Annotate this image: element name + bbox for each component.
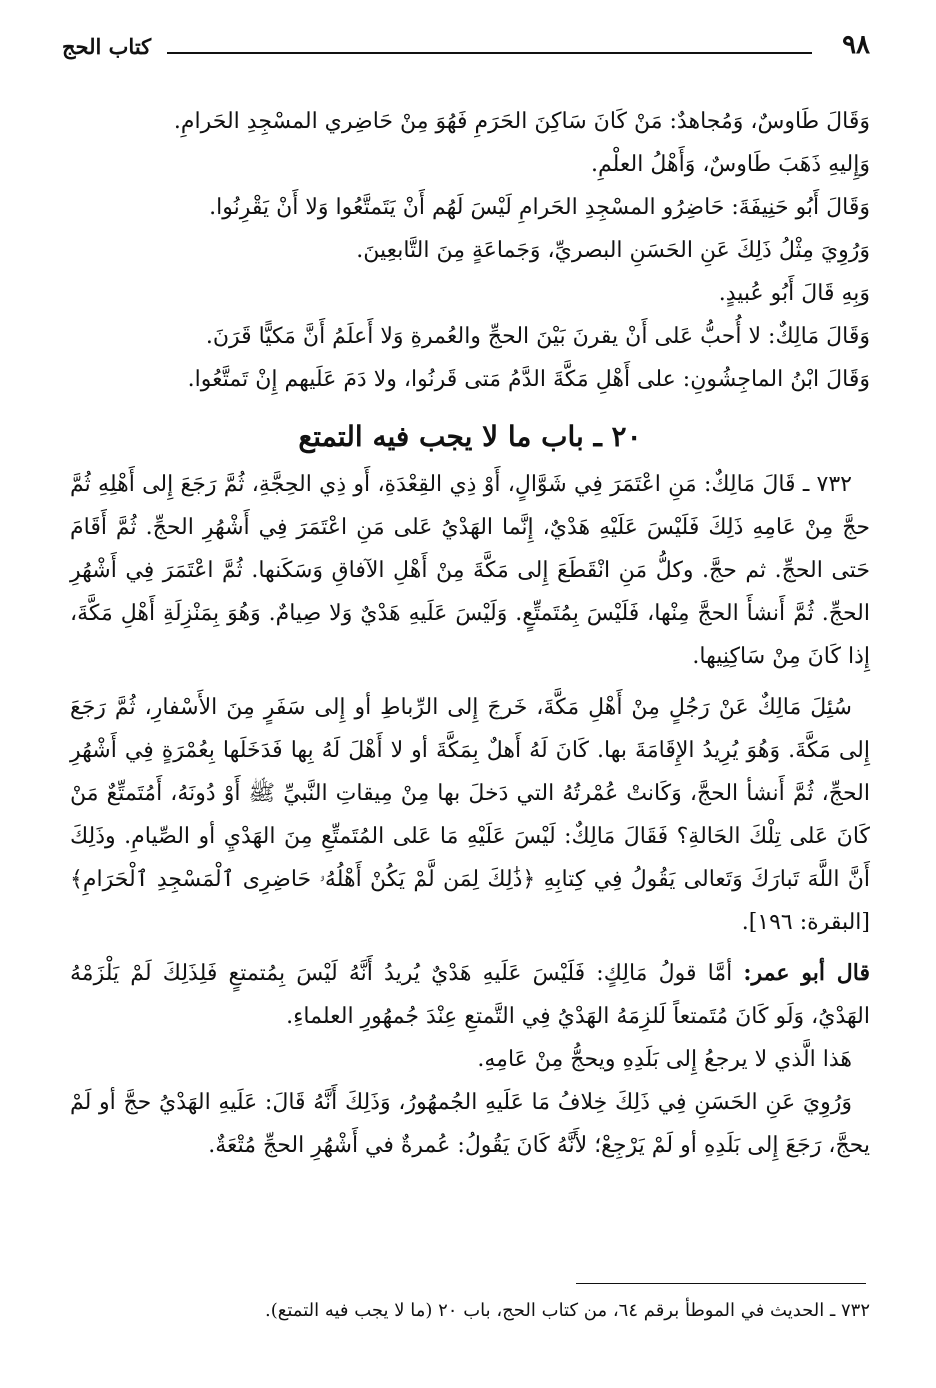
paragraph-hasan-khilaf: وَرُوِيَ عَنِ الحَسَنِ فِي ذَلِكَ خِلافُ مَا عَلَيهِ الجُمهُورُ، وَذَلِكَ أَنَّهُ قَالَ: عَلَيهِ الهَدْيُ حجَّ أو لَمْ يحجَّ، رَجَعَ إِلى بَلَدِهِ أو لَمْ يَرْجِعْ؛ لأَنَّهُ كَانَ يَقُولُ: عُمرةٌ في أَشْهُرِ الحجِّ مُتْعَةٌ. (70, 1090, 870, 1158)
footnote-rule (576, 1283, 866, 1284)
paragraph-hasan-basri: وَرُوِيَ مِثْلُ ذَلِكَ عَنِ الحَسَنِ البصريِّ، وَجَماعَةٍ مِنَ التَّابعِينَ. (356, 238, 870, 263)
hadith-732-paragraph: ٧٣٢ ـ قَالَ مَالِكٌ: مَنِ اعْتَمَرَ فِي شَوَّالٍ، أَوْ ذِي القِعْدَةِ، أَو ذِي الحِجَّةِ، ثُمَّ رَجَعَ إِلى أَهْلِهِ ثُمَّ حجَّ مِنْ عَامِهِ ذَلِكَ فَلَيْسَ عَلَيْهِ هَدْيٌ، إِنَّما الهَدْيُ عَلى مَنِ اعْتَمَرَ فِي أَشْهُرِ الحجِّ. ثُمَّ أَقَامَ حَتى الحجِّ. ثم حجَّ. وكلُّ مَنِ انْقَطَعَ إِلى مَكَّةَ مِنْ أَهْلِ الآفاقِ وَسَكَنها. ثُمَّ اعْتَمَرَ فِي أَشْهُرِ الحجِّ. ثُمَّ أَنشأَ الحجَّ مِنْها، فَلَيْسَ بِمُتَمتِّعٍ. وَلَيْسَ عَلَيهِ هَدْيٌ وَلا صِيامٌ. وَهُوَ بِمَنْزِلَةِ أَهْلِ مَكَّةَ، إِذا كَانَ مِنْ سَاكِنِيها. (70, 472, 870, 669)
book-title: كتاب الحج (62, 34, 152, 59)
abu-umar-lead: قال أبو عمر: (743, 960, 870, 986)
paragraph-abu-ubayd: وَبِهِ قَالَ أَبُو عُبيدٍ. (718, 281, 870, 306)
page-header (62, 30, 870, 66)
paragraph-abu-hanifa: وَقَالَ أَبُو حَنِيفَةَ: حَاضِرُو المسْجِدِ الحَرامِ لَيْسَ لَهُم أَنْ يَتَمتَّعُوا وَلا أَنْ يَقْرِنُوا. (209, 195, 870, 220)
paragraph-gap (70, 678, 870, 686)
page-number: ٩٨ (842, 30, 870, 60)
footnote: ٧٣٢ ـ الحديث في الموطأ برقم ٦٤، من كتاب الحج، باب ٢٠ (ما لا يجب فيه التمتع). (265, 1300, 870, 1321)
paragraph-ilayhi: وَإِليهِ ذَهَبَ طَاوسٌ، وَأَهْلُ العلْمِ. (591, 152, 870, 177)
header-rule (167, 52, 812, 54)
abu-umar-paragraph (70, 952, 870, 1038)
paragraph-tawus: وَقَالَ طَاوسٌ، وَمُجاهدٌ: مَنْ كَانَ سَاكِنَ الحَرَمِ فَهُوَ مِنْ حَاضِري المسْجِدِ الحَرامِ. (173, 109, 870, 134)
paragraph-gap (70, 944, 870, 952)
section-heading: ٢٠ ـ باب ما لا يجب فيه التمتع (298, 420, 642, 453)
malik-question-paragraph: سُئِلَ مَالِكٌ عَنْ رَجُلٍ مِنْ أَهْلِ مَكَّةَ، خَرجَ إِلى الرِّباطِ أو إِلى سَفَرٍ مِنَ الأَسْفارِ، ثُمَّ رَجَعَ إِلى مَكَّةَ. وَهُوَ يُرِيدُ الإِقَامَةَ بها. كَانَ لَهُ أَهلٌ بِمَكَّةَ أو لا أَهْلَ لَهُ بِها فَدَخَلَها بِعُمْرَةٍ فِي أَشْهُرِ الحجِّ، ثُمَّ أَنشأ الحجَّ، وَكَانتْ عُمْرتُهُ التي دَخلَ بها مِنْ مِيقاتِ النَّبيِّ ﷺ أَوْ دُونَهُ، أَمُتَمتِّعٌ مَنْ كَانَ عَلى تِلْكَ الحَالةِ؟ فَقَالَ مَالِكٌ: لَيْسَ عَلَيْهِ مَا عَلى المُتَمتِّعِ مِنَ الهَدْيِ أو الصِّيامِ. وذَلِكَ أَنَّ اللَّهَ تَبارَكَ وَتَعالى يَقُولُ فِي كِتابِهِ ﴿ذَٰلِكَ لِمَن لَّمْ يَكُنْ أَهْلُهُۥ حَاضِرِى ٱلْمَسْجِدِ ٱلْحَرَامِ﴾ [البقرة: ١٩٦]. (70, 695, 870, 935)
paragraph-majishun: وَقَالَ ابْنُ الماجِشُونِ: على أَهْلِ مَكَّةَ الدَّمُ مَتى قَرنُوا، ولا دَمَ عَلَيهم إِنْ تَمتَّعُوا. (187, 367, 870, 392)
paragraph-malik-qiran: وَقَالَ مَالِكٌ: لا أُحبُّ عَلى أَنْ يقرنَ بَيْنَ الحجِّ والعُمرةِ وَلا أَعلَمُ أَنَّ مَكيًّا قَرَنَ. (205, 324, 870, 349)
paragraph-la-yarji: هَذا الَّذي لا يرجعُ إِلى بَلَدِهِ ويحجُّ مِنْ عَامِهِ. (477, 1047, 852, 1072)
page-body (70, 100, 870, 1167)
abu-umar-text: أمَّا قولُ مَالِكٍ: فَلَيْسَ عَلَيهِ هَدْيٌ يُريدُ أَنَّهُ لَيْسَ بِمُتمتعٍ فَلِذَلِكَ لَمْ يَلْزَمْهُ الهَدْيُ، وَلَو كَانَ مُتَمتعاً لَلزِمَهُ الهَدْيُ فِي التَّمتعِ عِنْدَ جُمهُورِ العلماءِ. (70, 961, 870, 1029)
